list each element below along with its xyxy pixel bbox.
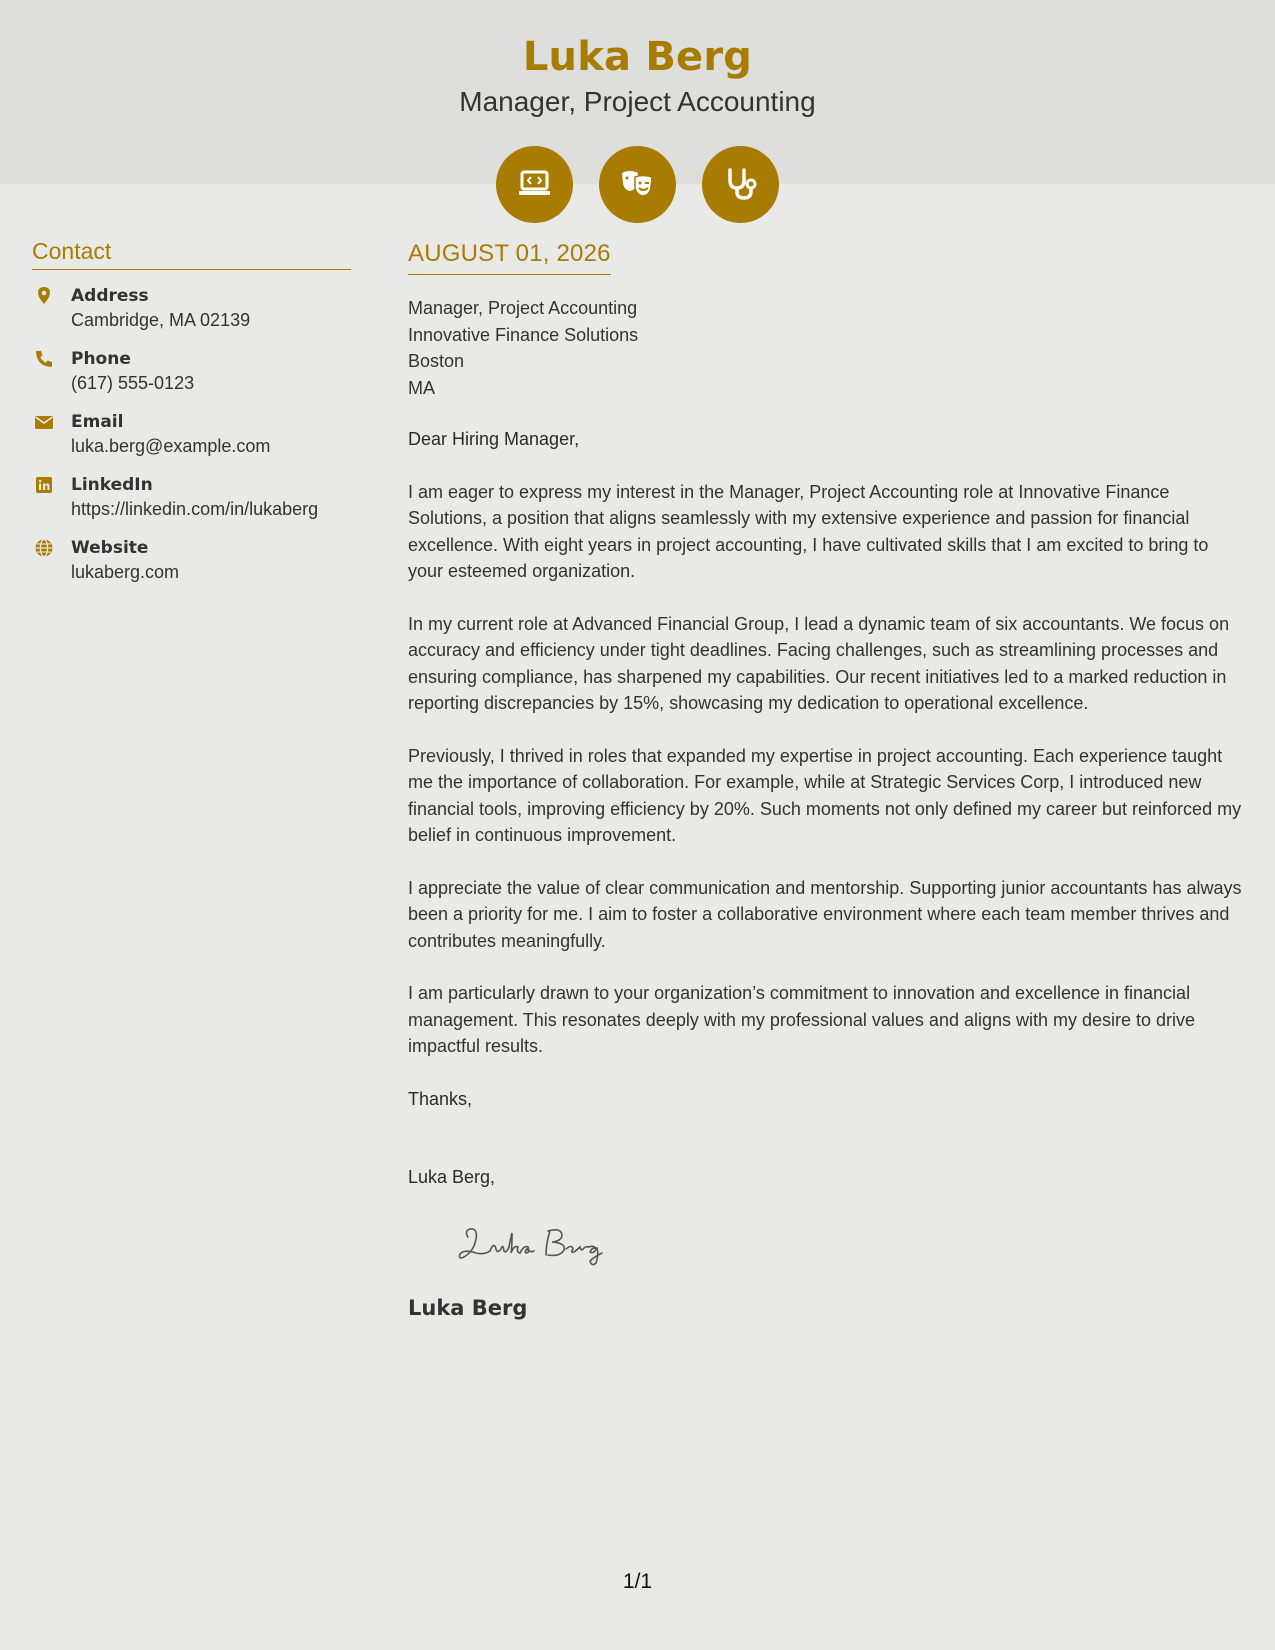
- laptop-code-icon: [496, 146, 573, 223]
- contact-item-linkedin: [32, 473, 351, 522]
- letter-date: AUGUST 01, 2026: [408, 240, 611, 275]
- letter-paragraph: I am particularly drawn to your organization’s commitment to innovation and excellence in financial management. This resonates deeply with my professional values and aligns with my desire to drive impactful results.: [408, 983, 1196, 1056]
- stethoscope-icon: [702, 146, 779, 223]
- recipient-line: Boston: [408, 351, 465, 371]
- interest-icons: [496, 146, 780, 224]
- contact-label: Address: [71, 286, 149, 306]
- contact-label: Email: [71, 412, 124, 432]
- recipient-line: Manager, Project Accounting: [408, 298, 638, 318]
- contact-item-phone: [32, 347, 351, 396]
- contact-item-website: [32, 536, 351, 585]
- letter-body: [408, 240, 1248, 1320]
- contact-label: Website: [71, 538, 149, 558]
- contact-value: Cambridge, MA 02139: [71, 310, 251, 330]
- contact-value[interactable]: https://linkedin.com/in/lukaberg: [71, 499, 319, 519]
- salutation: Dear Hiring Manager,: [408, 429, 580, 449]
- map-pin-icon: [34, 286, 54, 306]
- letter-paragraph: I am eager to express my interest in the Manager, Project Accounting role at Innovative Finance Solutions, a position that aligns seamlessly with my extensive experience and passion for financial excellence. With eight years in project accounting, I have cultivated skills that I am excited to bring to your esteemed organization.: [408, 481, 1209, 581]
- recipient-line: MA: [408, 377, 435, 398]
- letter-paragraph: In my current role at Advanced Financial Group, I lead a dynamic team of six accountants. We focus on accuracy and efficiency under tight deadlines. Facing challenges, such as streamlining processes and ensuring compliance, has sharpened my capabilities. Our recent initiatives led to a marked reduction in reporting discrepancies by 15%, showcasing my dedication to operational excellence.: [408, 613, 1230, 713]
- recipient-block: [408, 295, 1248, 401]
- globe-icon: [34, 538, 54, 558]
- printed-name: Luka Berg: [408, 1295, 528, 1320]
- contact-label: LinkedIn: [71, 475, 153, 495]
- job-title: Manager, Project Accounting: [459, 86, 816, 117]
- closing: Thanks,: [408, 1088, 473, 1109]
- envelope-icon: [34, 412, 54, 432]
- page-number: 1/1: [622, 1570, 653, 1593]
- handwritten-signature: [454, 1219, 634, 1271]
- phone-icon: [34, 349, 54, 369]
- sidebar: [32, 238, 351, 585]
- contact-item-email: [32, 410, 351, 459]
- theater-masks-icon: [599, 146, 676, 223]
- contact-label: Phone: [71, 349, 131, 369]
- candidate-name: Luka Berg: [522, 34, 753, 80]
- contact-value: (617) 555-0123: [71, 373, 195, 393]
- linkedin-icon: [34, 475, 54, 495]
- contact-heading: Contact: [32, 238, 351, 270]
- contact-value[interactable]: luka.berg@example.com: [71, 436, 271, 456]
- recipient-line: Innovative Finance Solutions: [408, 324, 639, 345]
- contact-value[interactable]: lukaberg.com: [71, 562, 180, 582]
- sign-off-name: Luka Berg,: [408, 1167, 496, 1187]
- letter-paragraph: I appreciate the value of clear communication and mentorship. Supporting junior accountants has always been a priority for me. I aim to foster a collaborative environment where each team member thrives and contributes meaningfully.: [408, 877, 1242, 951]
- contact-item-address: [32, 284, 351, 333]
- letter-paragraph: Previously, I thrived in roles that expanded my expertise in project accounting. Each experience taught me the importance of collaboration. For example, while at Strategic Services Corp, I introduced new financial tools, improving efficiency by 20%. Such moments not only defined my career but reinforced my belief in continuous improvement.: [408, 745, 1242, 845]
